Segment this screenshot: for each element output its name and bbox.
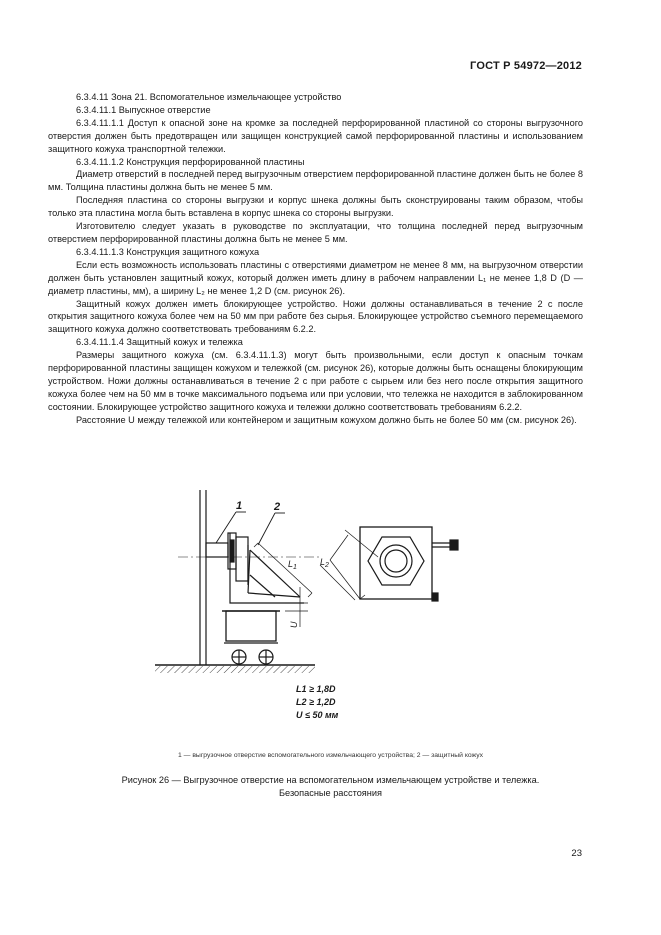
caption-line-2: Безопасные расстояния	[279, 788, 382, 798]
caption-line-1: Рисунок 26 — Выгрузочное отверстие на вспомогательном измельчающем устройстве и тележка.	[121, 775, 540, 785]
figure-26	[150, 485, 510, 725]
paragraph: 6.3.4.11 Зона 21. Вспомогательное измельчающее устройство	[76, 92, 342, 102]
paragraph: 6.3.4.11.1 Выпускное отверстие	[76, 104, 211, 115]
paragraph: 6.3.4.11.1.2 Конструкция перфорированной пластины	[76, 156, 305, 167]
paragraph: Диаметр отверстий в последней перед выгрузочным отверстием перфорированной пластине должен быть не более 8 мм. Толщина пластины должна быть не менее 5 мм.	[48, 169, 583, 193]
paragraph: Защитный кожух должен иметь блокирующее устройство. Ножи должны останавливаться в течение 2 с после открытия защитного кожуха более чем на 50 мм при работе без сырья. Блокирующее устройство съемного перемещаемого защитного кожуха должно соответствовать требованиям 6.2.2.	[48, 298, 583, 335]
trolley	[222, 611, 280, 664]
formula-u: U ≤ 50 мм	[296, 710, 339, 720]
callout-2: 2	[274, 501, 281, 513]
figure-caption	[0, 774, 661, 800]
technical-drawing	[150, 485, 510, 725]
u-label: U	[289, 621, 299, 628]
paragraph: Размеры защитного кожуха (см. 6.3.4.11.1.3) могут быть произвольными, если доступ к опасным точкам перфорированной пластины защищен кожухом и тележкой (см. рисунок 26), которые должны быть оснащены блокирующим устройством. Ножи должны останавливаться в течение 2 с при работе с сырьем или без него после открытия защитного кожуха более чем на 50 мм в точке максимального подъема или при условии, что тележка не находится в заблокированном состоянии. Блокирующее устройство защитного кожуха и тележки должно соответствовать требованиям 6.2.2.	[48, 350, 583, 412]
formula-l1: L1 ≥ 1,8D	[296, 684, 336, 694]
paragraph: 6.3.4.11.1.4 Защитный кожух и тележка	[76, 337, 243, 348]
callouts	[216, 500, 285, 545]
callout-1: 1	[236, 500, 243, 512]
formula-l2: L2 ≥ 1,2D	[296, 697, 336, 707]
figure-legend: 1 — выгрузочное отверстие вспомогательного измельчающего устройства; 2 — защитный кожух	[177, 752, 484, 759]
page-number: 23	[571, 848, 582, 859]
paragraph: Расстояние U между тележкой или контейнером и защитным кожухом должно быть не более 50 мм (см. рисунок 26).	[76, 414, 577, 425]
floor	[155, 665, 315, 673]
l2-dimension	[320, 530, 378, 600]
paragraph: 6.3.4.11.1.1 Доступ к опасной зоне на кромке за последней перфорированной пластиной со стороны выгрузочного отверстия должен быть предотвращен или защищен конструкцией самой перфорированной пластины и использованием защитного кожуха транспортной тележки.	[48, 117, 583, 154]
standard-header: ГОСТ Р 54972—2012	[470, 60, 582, 72]
paragraph: Последняя пластина со стороны выгрузки и корпус шнека должны быть сконструированы таким образом, чтобы только эта пластина могла быть вставлена в корпус шнека со стороны выгрузки.	[48, 195, 583, 219]
paragraph: Если есть возможность использовать пластины с отверстиями диаметром не менее 8 мм, на выгрузочном отверстии должен быть установлен защитный кожух, который должен иметь длину в рабочем направлении L₁ не менее 1,8 D (D — диаметр пластины, мм), а ширину L₂ не менее 1,2 D (см. рисунок 26).	[48, 259, 583, 296]
formulas	[296, 684, 339, 720]
wall	[200, 490, 206, 665]
l2-label: $L_2$	[320, 557, 329, 569]
body-text	[48, 91, 583, 427]
front-view	[360, 527, 458, 601]
paragraph: Изготовителю следует указать в руководстве по эксплуатации, что толщина последней перед выгрузочным отверстием перфорированной пластины должна быть не менее 5 мм.	[48, 221, 583, 244]
paragraph: 6.3.4.11.1.3 Конструкция защитного кожуха	[76, 246, 260, 257]
l1-dimension	[254, 543, 312, 597]
l1-label: $L_1$	[288, 559, 297, 571]
